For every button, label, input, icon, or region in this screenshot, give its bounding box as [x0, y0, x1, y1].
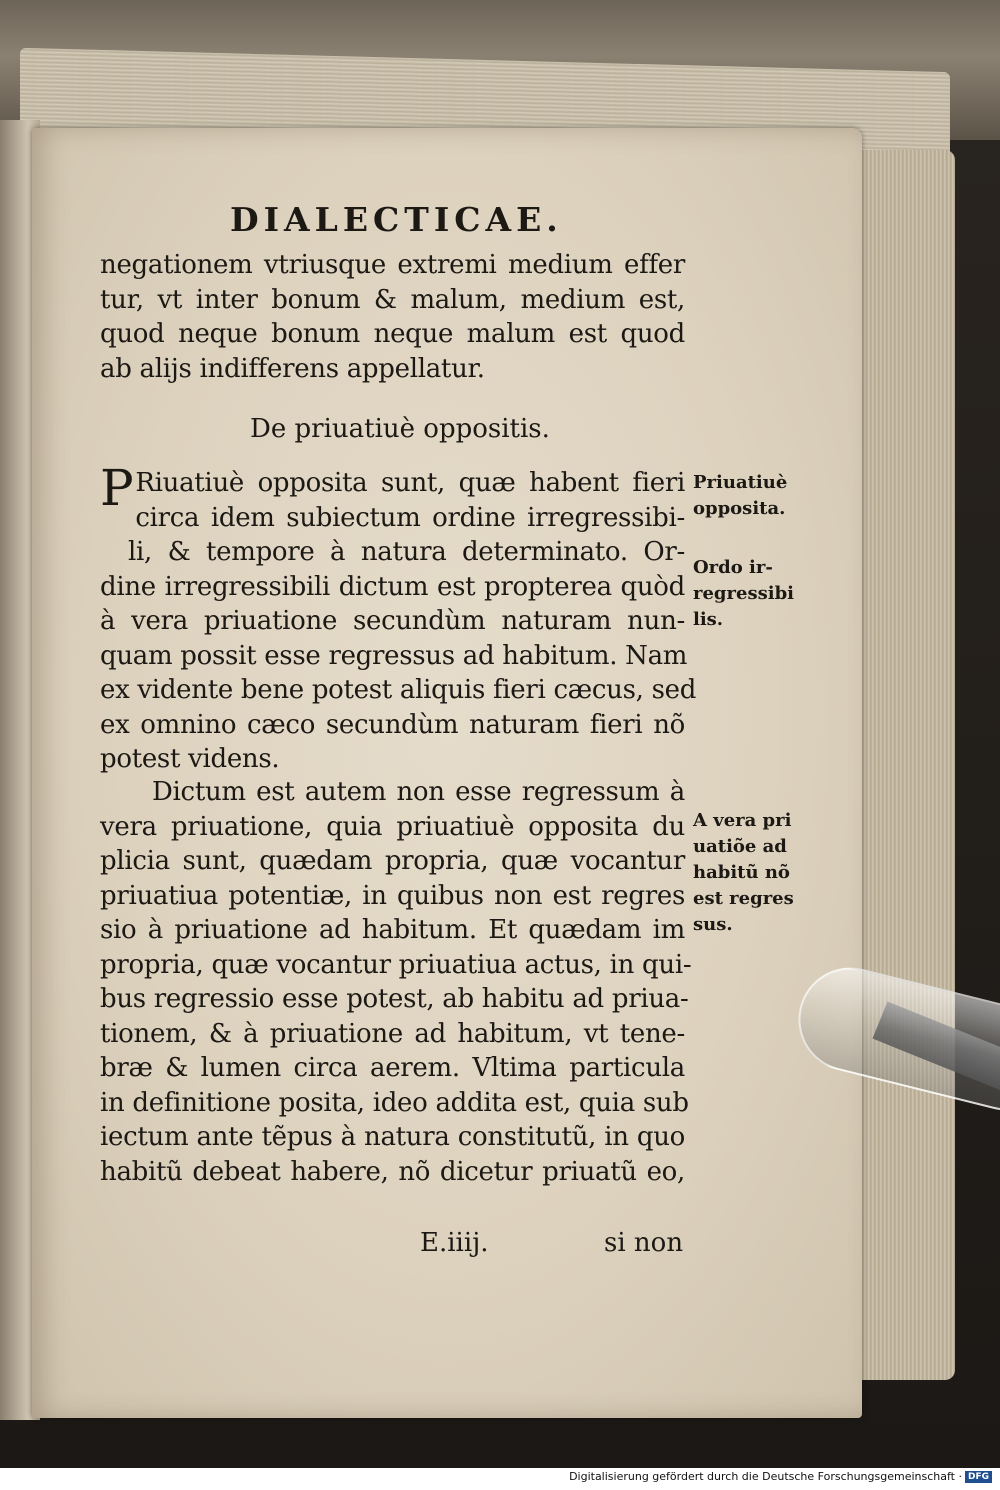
first-text-block [100, 248, 685, 386]
text-line: dine irregressibili dictum est propterea quòd [100, 571, 685, 602]
margin-note-line: opposita. [693, 498, 786, 519]
text-line: iectum ante tẽpus à natura constitutũ, in quo [100, 1122, 685, 1152]
text-line: in definitione posita, ideo addita est, quia sub [100, 1087, 689, 1118]
margin-note-line: Ordo ir- [693, 557, 773, 578]
signature-mark: E.iiij. [420, 1228, 489, 1258]
credit-text: Digitalisierung gefördert durch die Deutsche Forschungsgemeinschaft · [569, 1470, 962, 1483]
text-line: ab alijs indifferens appellatur. [100, 353, 485, 384]
margin-note-line: A vera pri [693, 810, 792, 831]
running-head: DIALECTICAE. [230, 200, 563, 239]
text-line [100, 459, 685, 517]
text-line: quam possit esse regressus ad habitum. Nam [100, 640, 688, 671]
text-line: quod neque bonum neque malum est quod [100, 319, 685, 349]
margin-note-line: est regres [693, 888, 794, 909]
margin-note [693, 470, 813, 522]
text-line: sio à priuatione ad habitum. Et quædam im [100, 915, 685, 945]
text-line-rest: Riuatiuè opposita sunt, quæ habent fieri [135, 468, 685, 498]
text-line: vera priuatione, quia priuatiuè opposita du [100, 811, 685, 842]
text-line: ex omnino cæco secundùm naturam fieri nõ [100, 709, 685, 740]
margin-note-line: Priuatiuè [693, 472, 788, 493]
text-line: plicia sunt, quædam propria, quæ vocantur [100, 846, 685, 876]
margin-note-line: lis. [693, 609, 724, 630]
footer-credit [569, 1470, 992, 1483]
margin-note [693, 808, 813, 938]
text-line: potest videns. [100, 744, 280, 774]
dfg-logo: DFG [965, 1471, 992, 1483]
text-line: tionem, & à priuatione ad habitum, vt tene- [100, 1018, 685, 1049]
section-heading: De priuatiuè oppositis. [250, 414, 550, 444]
third-text-block [100, 775, 692, 1189]
text-line: à vera priuatione secundùm naturam nun- [100, 606, 685, 636]
text-line: ex vidente bene potest aliquis fieri cæcus, sed [100, 675, 697, 705]
margin-note-line: uatiõe ad [693, 836, 787, 857]
text-line: Dictum est autem non esse regressum à [152, 777, 685, 807]
margin-note-line: regressibi [693, 583, 794, 604]
margin-note-line: sus. [693, 914, 733, 935]
margin-note [693, 555, 813, 633]
text-line: circa idem subiectum ordine irregressibi- [135, 502, 685, 533]
catchword: si non [604, 1228, 684, 1258]
text-line: habitũ debeat habere, nõ dicetur priuatũ eo, [100, 1156, 685, 1187]
text-line: bus regressio esse potest, ab habitu ad priua- [100, 984, 689, 1014]
text-line: priuatiua potentiæ, in quibus non est regres [100, 880, 685, 911]
text-line: bræ & lumen circa aerem. Vltima particula [100, 1053, 685, 1083]
drop-cap: P [100, 459, 134, 517]
margin-note-line: habitũ nõ [693, 862, 790, 883]
text-line: tur, vt inter bonum & malum, medium est, [100, 284, 685, 315]
second-text-block [100, 459, 697, 777]
text-line: negationem vtriusque extremi medium effer [100, 250, 685, 280]
text-line: li, & tempore à natura determinato. Or- [128, 537, 685, 567]
text-line: propria, quæ vocantur priuatiua actus, in qui- [100, 949, 692, 980]
